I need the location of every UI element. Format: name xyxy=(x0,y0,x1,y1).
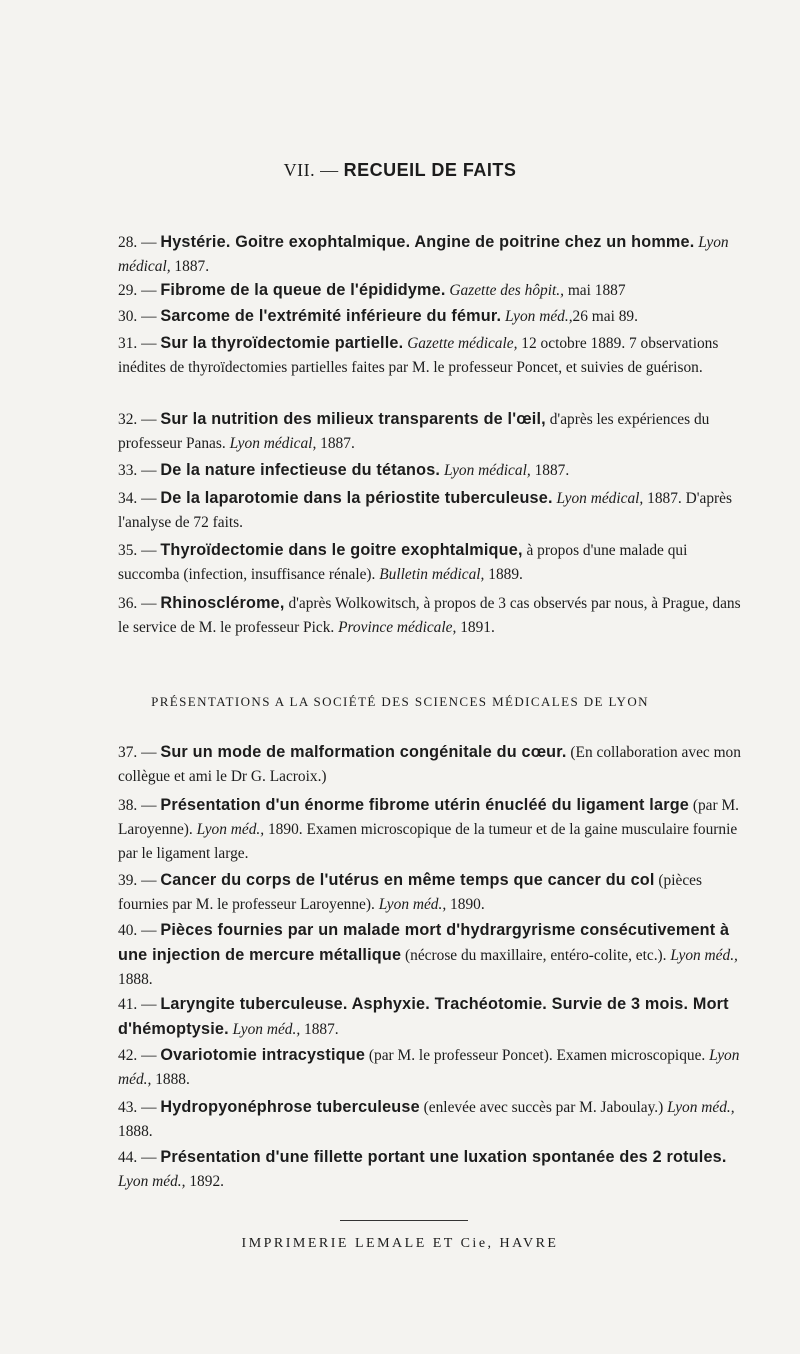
bibliography-entry: 37. — Sur un mode de malformation congénitale du cœur. (En collaboration avec mon collègue et ami le Dr G. Lacroix.) xyxy=(118,743,741,785)
entry-text: (par M. le professeur Poncet). Examen microscopique. xyxy=(365,1047,710,1064)
bibliography-entry: 41. — Laryngite tuberculeuse. Asphyxie. Trachéotomie. Survie de 3 mois. Mort d'hémoptysie. Lyon méd., 1887. xyxy=(118,995,729,1038)
imprint-line: IMPRIMERIE LEMALE ET Cie, HAVRE xyxy=(241,1236,559,1251)
entry-number: 29. xyxy=(118,282,138,299)
entry-number: 43. xyxy=(118,1099,138,1116)
entry-text: (En collaboration avec mon collègue et ami le Dr G. Lacroix.) xyxy=(118,744,741,785)
entry-text: à propos d'une malade qui succomba (infection, insuffisance rénale). xyxy=(118,542,688,583)
entry-title: Sur la thyroïdectomie partielle. xyxy=(160,334,404,352)
entry-number: 33. xyxy=(118,462,138,479)
bibliography-entry: 31. — Sur la thyroïdectomie partielle. Gazette médicale, 12 octobre 1889. 7 observations inédites de thyroïdectomies partielles faites par M. le professeur Poncet, et suivies de guérison. xyxy=(118,334,719,376)
entry-journal: Lyon méd., xyxy=(118,1047,740,1088)
entry-title: Présentation d'un énorme fibrome utérin énucléé du ligament large xyxy=(160,796,689,814)
entry-title: Laryngite tuberculeuse. Asphyxie. Trachéotomie. Survie de 3 mois. Mort d'hémoptysie. xyxy=(118,995,729,1038)
bibliography-entry: 32. — Sur la nutrition des milieux transparents de l'œil, d'après les expériences du professeur Panas. Lyon médical, 1887. xyxy=(118,410,710,452)
heading-title: RECUEIL DE FAITS xyxy=(343,160,517,180)
entry-tail: 26 mai 89. xyxy=(572,308,638,325)
bibliography-entry: 30. — Sarcome de l'extrémité inférieure du fémur. Lyon méd.,26 mai 89. xyxy=(118,307,638,325)
entry-tail: 1887. xyxy=(300,1021,339,1038)
section-title: PRÉSENTATIONS A LA SOCIÉTÉ DES SCIENCES MÉDICALES DE LYON xyxy=(151,694,649,709)
bibliography-entry: 44. — Présentation d'une fillette portant une luxation spontanée des 2 rotules. Lyon méd., 1892. xyxy=(118,1148,727,1190)
entry-number: 31. xyxy=(118,335,138,352)
entry-title: Rhinosclérome, xyxy=(160,594,285,612)
entry-tail: 12 octobre 1889. 7 observations inédites de thyroïdectomies partielles faites par M. le professeur Poncet, et suivies de guérison. xyxy=(118,335,719,376)
entry-journal: Lyon méd., xyxy=(232,1021,301,1038)
entry-title: Sur la nutrition des milieux transparents de l'œil, xyxy=(160,410,546,428)
entry-number: 36. xyxy=(118,595,138,612)
entry-journal: Lyon méd., xyxy=(196,821,265,838)
entry-tail: 1888. xyxy=(151,1071,190,1088)
entry-text: (enlevée avec succès par M. Jaboulay.) xyxy=(419,1099,668,1116)
bibliography-entry: 40. — Pièces fournies par un malade mort d'hydrargyrisme consécutivement à une injection de mercure métallique (nécrose du maxillaire, entéro-colite, etc.). Lyon méd., 1888. xyxy=(118,921,738,988)
entry-title: Sur un mode de malformation congénitale du cœur. xyxy=(160,743,567,761)
entry-title: De la nature infectieuse du tétanos. xyxy=(160,461,441,479)
divider-rule xyxy=(340,1220,468,1221)
entry-text: (pièces fournies par M. le professeur Laroyenne). xyxy=(118,872,703,913)
entry-number: 32. xyxy=(118,411,138,428)
entry-tail: mai 1887 xyxy=(563,282,626,299)
entry-title: Fibrome de la queue de l'épididyme. xyxy=(160,281,446,299)
entry-tail: 1887. D'après l'analyse de 72 faits. xyxy=(118,490,732,531)
entry-journal: Gazette des hôpit., xyxy=(449,282,564,299)
entry-title: Thyroïdectomie dans le goitre exophtalmique, xyxy=(160,541,523,559)
entry-tail: 1892. xyxy=(185,1173,224,1190)
entry-number: 38. xyxy=(118,797,138,814)
bibliography-entry: 33. — De la nature infectieuse du tétanos. Lyon médical, 1887. xyxy=(118,461,570,479)
entry-tail: 1889. xyxy=(484,566,523,583)
entry-tail: 1891. xyxy=(456,619,495,636)
entry-number: 41. xyxy=(118,996,138,1013)
entry-number: 44. xyxy=(118,1149,138,1166)
entry-journal: Lyon médical, xyxy=(443,462,531,479)
entry-title: Hystérie. Goitre exophtalmique. Angine de poitrine chez un homme. xyxy=(160,233,695,251)
entry-number: 35. xyxy=(118,542,138,559)
bibliography-entry: 38. — Présentation d'un énorme fibrome utérin énucléé du ligament large (par M. Laroyenne). Lyon méd., 1890. Examen microscopique de la tumeur et de la gaine musculaire fournie par le ligament large. xyxy=(118,796,740,862)
entry-tail: 1890. Examen microscopique de la tumeur et de la gaine musculaire fournie par le ligament large. xyxy=(118,821,738,862)
entry-journal: Lyon méd., xyxy=(118,1173,186,1190)
entry-number: 28. xyxy=(118,234,138,251)
entry-title: Cancer du corps de l'utérus en même temps que cancer du col xyxy=(160,871,655,889)
heading-roman: VII. — xyxy=(283,160,344,180)
entry-text: (par M. Laroyenne). xyxy=(118,797,740,838)
entry-text: d'après Wolkowitsch, à propos de 3 cas observés par nous, à Prague, dans le service de M. le professeur Pick. xyxy=(118,595,741,636)
entry-tail: 1887. xyxy=(316,435,355,452)
page-heading xyxy=(0,160,800,181)
entry-tail: 1887. xyxy=(530,462,570,479)
entry-journal: Lyon méd., xyxy=(670,947,738,964)
entry-title: Hydropyonéphrose tuberculeuse xyxy=(160,1098,420,1116)
entry-tail: 1890. xyxy=(446,896,485,913)
entry-title: Présentation d'une fillette portant une luxation spontanée des 2 rotules. xyxy=(160,1148,727,1166)
entry-tail: 1888. xyxy=(118,1123,153,1140)
entry-number: 34. xyxy=(118,490,138,507)
entry-number: 30. xyxy=(118,308,138,325)
bibliography-entry: 42. — Ovariotomie intracystique (par M. le professeur Poncet). Examen microscopique. Lyon méd., 1888. xyxy=(118,1046,740,1088)
entry-number: 40. xyxy=(118,922,138,939)
entry-journal: Lyon médical, xyxy=(229,435,317,452)
entry-journal: Lyon méd., xyxy=(667,1099,735,1116)
bibliography-entry: 29. — Fibrome de la queue de l'épididyme. Gazette des hôpit., mai 1887 xyxy=(118,281,626,299)
entry-journal: Lyon médical, xyxy=(556,490,644,507)
entry-number: 42. xyxy=(118,1047,138,1064)
entry-title: De la laparotomie dans la périostite tuberculeuse. xyxy=(160,489,553,507)
entry-journal: Lyon méd., xyxy=(505,308,573,325)
entry-text: d'après les expériences du professeur Panas. xyxy=(118,411,710,452)
entry-title: Ovariotomie intracystique xyxy=(160,1046,366,1064)
entry-tail: 1887. xyxy=(170,258,210,275)
bibliography-entry: 43. — Hydropyonéphrose tuberculeuse (enlevée avec succès par M. Jaboulay.) Lyon méd., 1888. xyxy=(118,1098,735,1140)
bibliography-entry: 39. — Cancer du corps de l'utérus en même temps que cancer du col (pièces fournies par M. le professeur Laroyenne). Lyon méd., 1890. xyxy=(118,871,703,913)
entry-title: Pièces fournies par un malade mort d'hydrargyrisme consécutivement à une injection de mercure métallique xyxy=(118,921,730,964)
bibliography-entry: 35. — Thyroïdectomie dans le goitre exophtalmique, à propos d'une malade qui succomba (infection, insuffisance rénale). Bulletin médical, 1889. xyxy=(118,541,688,583)
entry-journal: Lyon méd., xyxy=(378,896,447,913)
entry-title: Sarcome de l'extrémité inférieure du fémur. xyxy=(160,307,502,325)
bibliography-entry: 28. — Hystérie. Goitre exophtalmique. Angine de poitrine chez un homme. Lyon médical, 1887. xyxy=(118,233,729,275)
entry-journal: Bulletin médical, xyxy=(379,566,485,583)
bibliography-entry: 36. — Rhinosclérome, d'après Wolkowitsch, à propos de 3 cas observés par nous, à Prague, dans le service de M. le professeur Pick. Province médicale, 1891. xyxy=(118,594,741,636)
entry-tail: 1888. xyxy=(118,971,153,988)
entry-journal: Lyon médical, xyxy=(118,234,729,275)
entry-text: (nécrose du maxillaire, entéro-colite, etc.). xyxy=(401,947,671,964)
bibliography-entry: 34. — De la laparotomie dans la périostite tuberculeuse. Lyon médical, 1887. D'après l'analyse de 72 faits. xyxy=(118,489,732,531)
entry-journal: Gazette médicale, xyxy=(407,335,518,352)
entry-journal: Province médicale, xyxy=(338,619,457,636)
entry-number: 37. xyxy=(118,744,138,761)
entry-number: 39. xyxy=(118,872,138,889)
